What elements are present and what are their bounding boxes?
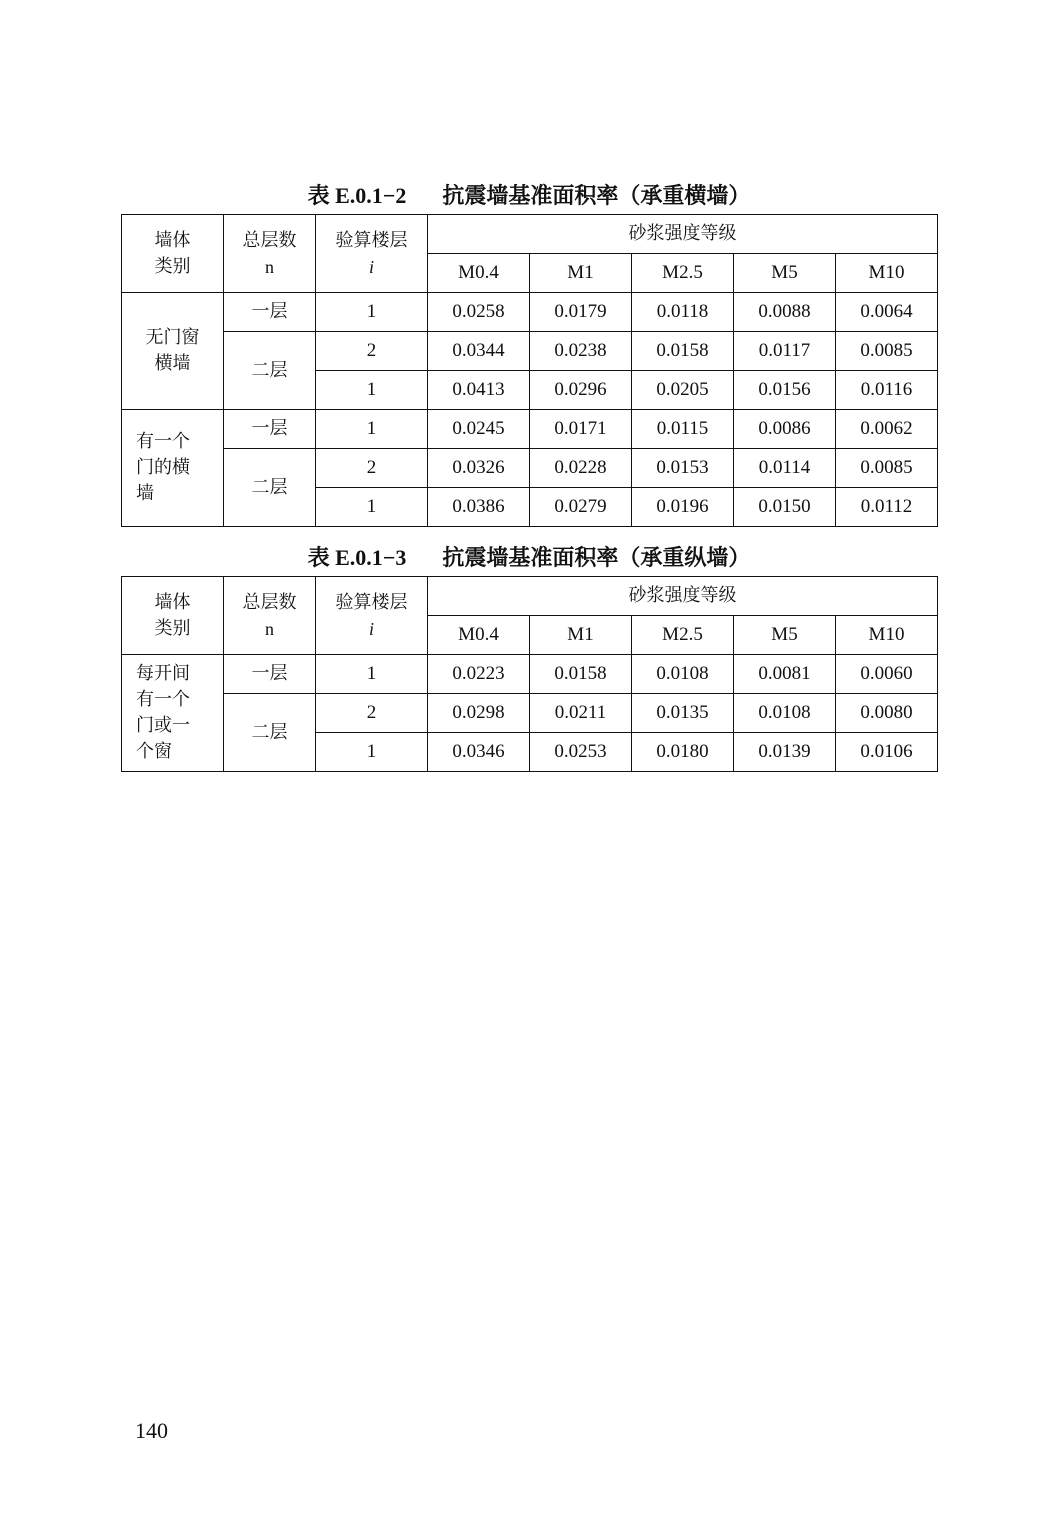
check-floor-cell: 2: [316, 332, 428, 371]
table3-caption: [0, 543, 1058, 573]
value-cell: 0.0114: [734, 449, 836, 488]
check-floor-cell: 1: [316, 488, 428, 527]
check-floor-cell: 1: [316, 293, 428, 332]
header-grade: M2.5: [632, 254, 734, 293]
header-mortar-grade: 砂浆强度等级: [428, 215, 938, 254]
value-cell: 0.0106: [836, 733, 938, 772]
value-cell: 0.0108: [632, 655, 734, 694]
wall-type-cell: 无门窗 横墙: [122, 293, 224, 410]
value-cell: 0.0346: [428, 733, 530, 772]
value-cell: 0.0253: [530, 733, 632, 772]
value-cell: 0.0179: [530, 293, 632, 332]
header-grade: M1: [530, 254, 632, 293]
table2-caption: [0, 181, 1058, 211]
value-cell: 0.0296: [530, 371, 632, 410]
value-cell: 0.0413: [428, 371, 530, 410]
value-cell: 0.0245: [428, 410, 530, 449]
header-wall-type: 墙体 类别: [122, 215, 224, 293]
value-cell: 0.0238: [530, 332, 632, 371]
header-grade: M2.5: [632, 616, 734, 655]
value-cell: 0.0153: [632, 449, 734, 488]
value-cell: 0.0158: [530, 655, 632, 694]
value-cell: 0.0158: [632, 332, 734, 371]
total-floors-cell: 一层: [224, 655, 316, 694]
table-row: [122, 655, 938, 694]
value-cell: 0.0228: [530, 449, 632, 488]
header-mortar-grade: 砂浆强度等级: [428, 577, 938, 616]
value-cell: 0.0118: [632, 293, 734, 332]
total-floors-cell: 一层: [224, 410, 316, 449]
value-cell: 0.0298: [428, 694, 530, 733]
table2-number: 表 E.0.1−2: [307, 183, 407, 208]
value-cell: 0.0135: [632, 694, 734, 733]
value-cell: 0.0223: [428, 655, 530, 694]
value-cell: 0.0064: [836, 293, 938, 332]
check-floor-cell: 1: [316, 733, 428, 772]
value-cell: 0.0344: [428, 332, 530, 371]
value-cell: 0.0205: [632, 371, 734, 410]
value-cell: 0.0171: [530, 410, 632, 449]
header-grade: M0.4: [428, 616, 530, 655]
total-floors-cell: 二层: [224, 332, 316, 410]
total-floors-cell: 一层: [224, 293, 316, 332]
check-floor-cell: 1: [316, 410, 428, 449]
value-cell: 0.0156: [734, 371, 836, 410]
check-floor-cell: 2: [316, 449, 428, 488]
header-grade: M10: [836, 616, 938, 655]
value-cell: 0.0386: [428, 488, 530, 527]
table3: [121, 576, 938, 772]
page-number: 140: [135, 1418, 168, 1443]
wall-type-cell: 每开间 有一个 门或一 个窗: [122, 655, 224, 772]
value-cell: 0.0086: [734, 410, 836, 449]
header-check-floor: 验算楼层 i: [316, 577, 428, 655]
header-check-floor: 验算楼层 i: [316, 215, 428, 293]
value-cell: 0.0139: [734, 733, 836, 772]
header-total-floors: 总层数 n: [224, 215, 316, 293]
table2-title: 抗震墙基准面积率（承重横墙）: [442, 184, 751, 209]
value-cell: 0.0196: [632, 488, 734, 527]
value-cell: 0.0279: [530, 488, 632, 527]
value-cell: 0.0085: [836, 332, 938, 371]
table-row: [122, 694, 938, 733]
value-cell: 0.0211: [530, 694, 632, 733]
value-cell: 0.0085: [836, 449, 938, 488]
value-cell: 0.0060: [836, 655, 938, 694]
table3-title: 抗震墙基准面积率（承重纵墙）: [442, 546, 751, 571]
check-floor-cell: 1: [316, 655, 428, 694]
header-grade: M5: [734, 254, 836, 293]
value-cell: 0.0258: [428, 293, 530, 332]
value-cell: 0.0088: [734, 293, 836, 332]
total-floors-cell: 二层: [224, 694, 316, 772]
value-cell: 0.0180: [632, 733, 734, 772]
table3-number: 表 E.0.1−3: [307, 545, 407, 570]
value-cell: 0.0115: [632, 410, 734, 449]
value-cell: 0.0062: [836, 410, 938, 449]
table-row: [122, 410, 938, 449]
value-cell: 0.0112: [836, 488, 938, 527]
header-grade: M5: [734, 616, 836, 655]
check-floor-cell: 2: [316, 694, 428, 733]
header-grade: M10: [836, 254, 938, 293]
value-cell: 0.0080: [836, 694, 938, 733]
check-floor-cell: 1: [316, 371, 428, 410]
value-cell: 0.0117: [734, 332, 836, 371]
header-grade: M0.4: [428, 254, 530, 293]
table-row: [122, 332, 938, 371]
value-cell: 0.0150: [734, 488, 836, 527]
value-cell: 0.0116: [836, 371, 938, 410]
header-wall-type: 墙体 类别: [122, 577, 224, 655]
table2: [121, 214, 938, 527]
table-row: [122, 449, 938, 488]
value-cell: 0.0081: [734, 655, 836, 694]
header-grade: M1: [530, 616, 632, 655]
header-total-floors: 总层数 n: [224, 577, 316, 655]
value-cell: 0.0326: [428, 449, 530, 488]
total-floors-cell: 二层: [224, 449, 316, 527]
value-cell: 0.0108: [734, 694, 836, 733]
table-row: [122, 293, 938, 332]
wall-type-cell: 有一个 门的横 墙: [122, 410, 224, 527]
